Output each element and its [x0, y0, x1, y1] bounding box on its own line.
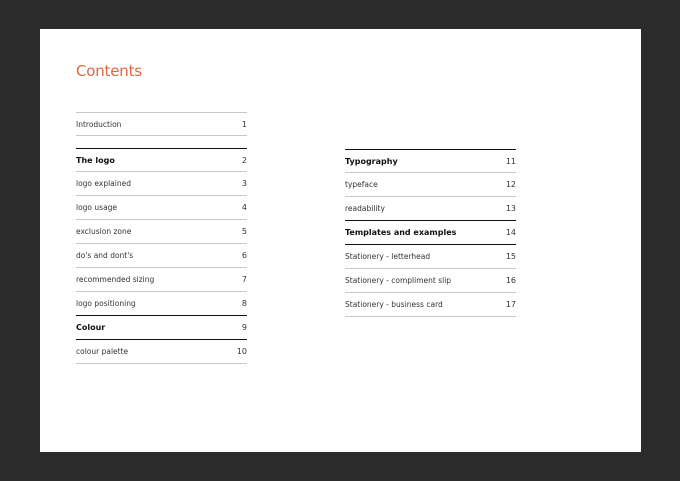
- toc-entry-dos-and-donts[interactable]: [76, 244, 247, 268]
- toc-entry-label: do's and dont's: [76, 251, 134, 260]
- toc-entry-label: typeface: [345, 180, 378, 189]
- toc-entry-label: Introduction: [76, 119, 122, 129]
- toc-section-label: The logo: [76, 155, 115, 165]
- document-page: [40, 29, 641, 452]
- toc-left-column: [76, 112, 247, 364]
- toc-section-colour[interactable]: [76, 316, 247, 340]
- toc-entry-introduction[interactable]: [76, 112, 247, 136]
- toc-right-column: [345, 149, 516, 317]
- toc-entry-page: 11: [505, 156, 516, 166]
- page-title: Contents: [76, 62, 142, 80]
- toc-entry-page: 9: [241, 323, 247, 332]
- toc-entry-page: 6: [241, 251, 247, 260]
- toc-entry-label: colour palette: [76, 347, 129, 356]
- toc-section-templates-and-examples[interactable]: [345, 221, 516, 245]
- toc-entry-stationery-compliment-slip[interactable]: [345, 269, 516, 293]
- toc-entry-page: 13: [505, 204, 516, 213]
- toc-entry-page: 4: [241, 203, 247, 212]
- toc-entry-label: Stationery - compliment slip: [345, 276, 452, 285]
- toc-entry-logo-positioning[interactable]: [76, 292, 247, 316]
- toc-entry-page: 8: [241, 299, 247, 308]
- toc-entry-label: logo explained: [76, 179, 131, 188]
- toc-section-typography[interactable]: [345, 149, 516, 173]
- toc-entry-page: 10: [236, 347, 247, 356]
- toc-entry-label: recommended sizing: [76, 275, 155, 284]
- toc-entry-page: 12: [505, 180, 516, 189]
- toc-entry-page: 3: [241, 179, 247, 188]
- toc-entry-logo-usage[interactable]: [76, 196, 247, 220]
- toc-entry-readability[interactable]: [345, 197, 516, 221]
- toc-entry-label: exclusion zone: [76, 227, 132, 236]
- toc-entry-colour-palette[interactable]: [76, 340, 247, 364]
- toc-entry-label: readability: [345, 204, 385, 213]
- toc-entry-stationery-letterhead[interactable]: [345, 245, 516, 269]
- toc-section-the-logo[interactable]: [76, 148, 247, 172]
- toc-entry-stationery-business-card[interactable]: [345, 293, 516, 317]
- toc-section-label: Colour: [76, 323, 106, 332]
- toc-entry-recommended-sizing[interactable]: [76, 268, 247, 292]
- toc-entry-page: 17: [505, 300, 516, 309]
- toc-entry-logo-explained[interactable]: [76, 172, 247, 196]
- toc-entry-typeface[interactable]: [345, 173, 516, 197]
- toc-entry-page: 1: [241, 119, 247, 129]
- toc-entry-page: 7: [241, 275, 247, 284]
- toc-entry-label: Stationery - letterhead: [345, 252, 431, 261]
- toc-entry-exclusion-zone[interactable]: [76, 220, 247, 244]
- toc-section-label: Templates and examples: [345, 228, 457, 237]
- toc-entry-label: Stationery - business card: [345, 300, 443, 309]
- toc-entry-page: 16: [505, 276, 516, 285]
- toc-entry-page: 15: [505, 252, 516, 261]
- toc-entry-page: 14: [505, 228, 516, 237]
- toc-entry-label: logo usage: [76, 203, 118, 212]
- toc-entry-page: 5: [241, 227, 247, 236]
- toc-entry-page: 2: [241, 155, 247, 165]
- toc-entry-label: logo positioning: [76, 299, 136, 308]
- toc-section-label: Typography: [345, 156, 398, 166]
